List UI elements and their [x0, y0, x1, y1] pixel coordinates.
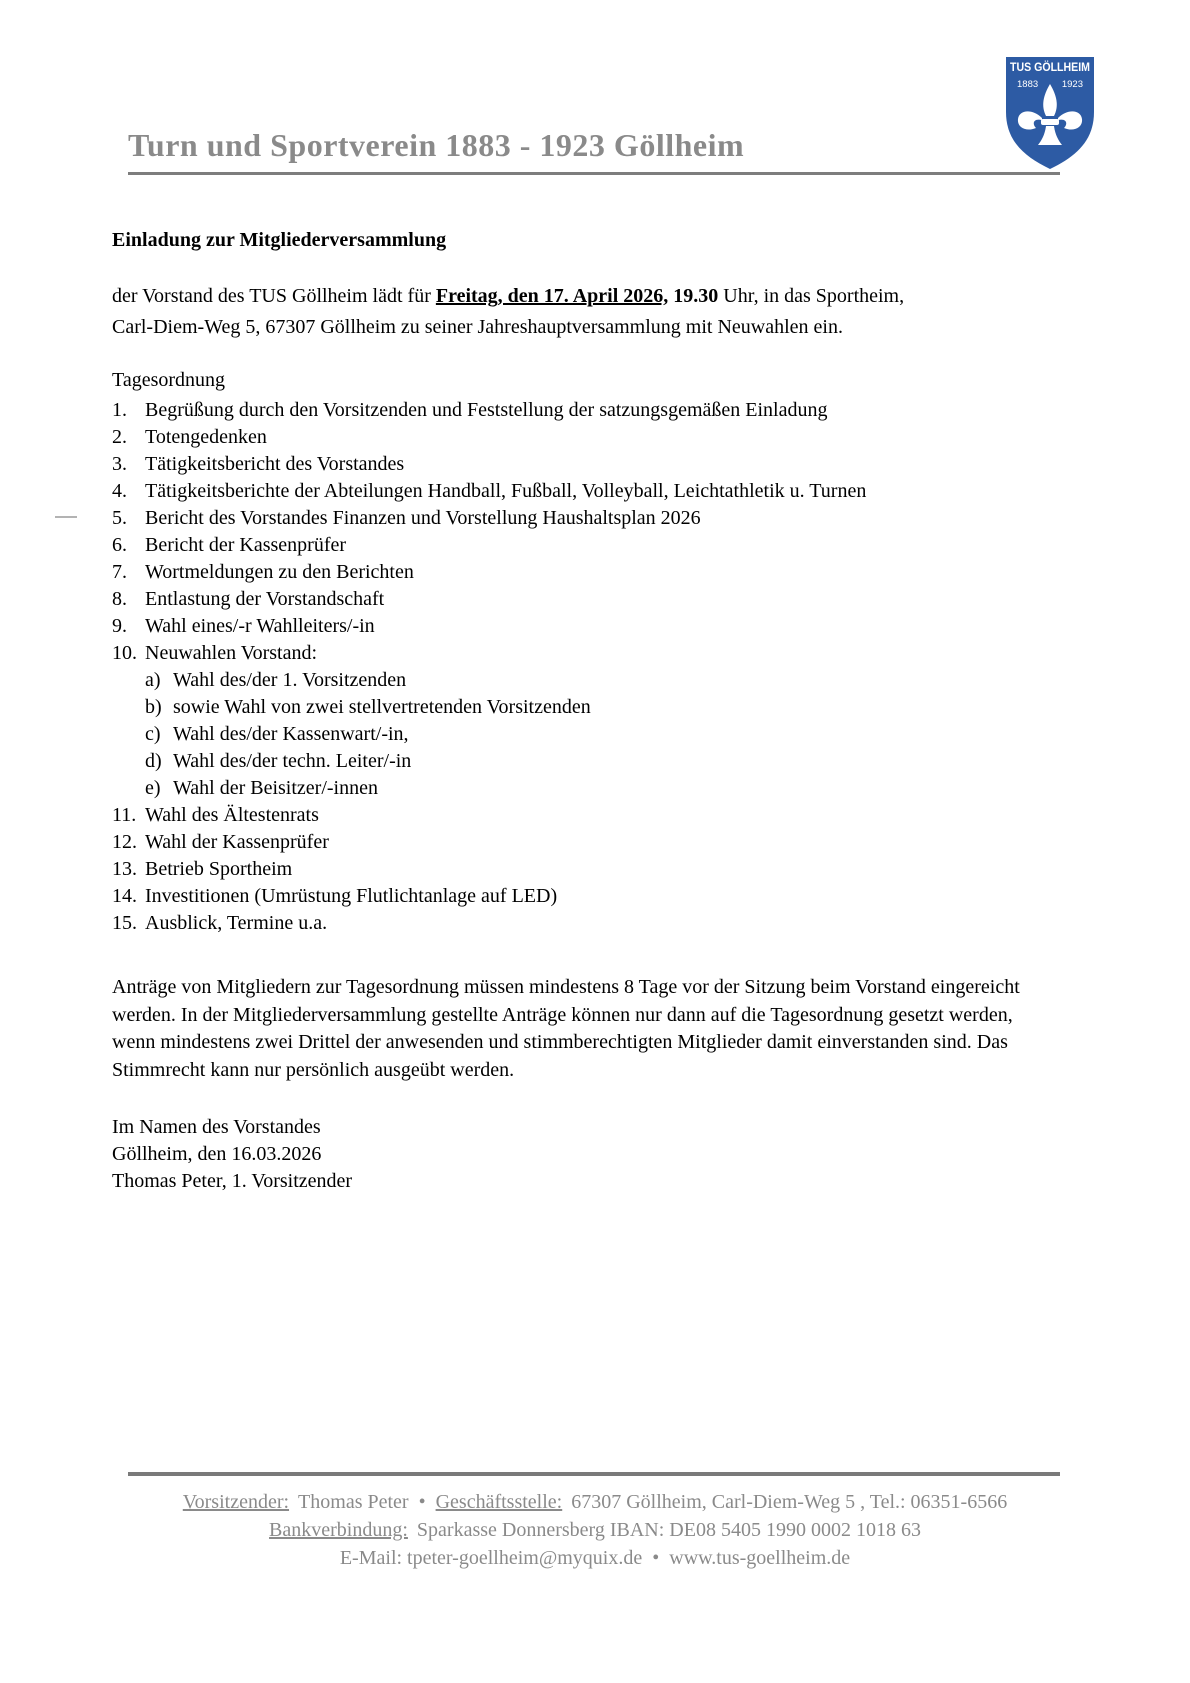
motions-notice-paragraph: Anträge von Mitgliedern zur Tagesordnung müssen mindestens 8 Tage vor der Sitzung beim Vorstand eingereicht werden. In der Mitgliederversammlung gestellte Anträge können nur dann auf die Tagesordnung gesetzt werden, wenn mindestens zwei Drittel der anwesenden und stimmberechtigten Mitglieder damit einverstanden sind. Das Stimmrecht kann nur persönlich ausgeübt werden.: [112, 976, 1020, 1081]
agenda-heading: Tagesordnung: [112, 369, 226, 391]
meeting-date: Freitag, den 17. April 2026,: [435, 285, 669, 307]
agenda-item: 12. Wahl der Kassenprüfer: [112, 831, 329, 853]
signature-block: [112, 1114, 352, 1195]
agenda-item: 11. Wahl des Ältestenrats: [112, 804, 319, 826]
footer-website: www.tus-goellheim.de: [669, 1547, 851, 1569]
footer-office-label: Geschäftsstelle:: [435, 1491, 563, 1513]
agenda-sub-item: e) Wahl der Beisitzer/-innen: [145, 777, 378, 799]
agenda-list: [112, 397, 1047, 937]
meeting-time: 19.30: [668, 285, 719, 307]
intro-paragraph: [112, 281, 1047, 343]
agenda-item: 10. Neuwahlen Vorstand:: [112, 642, 318, 664]
subject-line: Einladung zur Mitgliederversammlung: [112, 229, 447, 251]
club-logo: [1005, 56, 1095, 170]
signature-name: Thomas Peter, 1. Vorsitzender: [112, 1170, 353, 1192]
bullet-separator: •: [418, 1491, 426, 1513]
header-rule: [128, 172, 1060, 175]
logo-year-right: 1923: [1061, 79, 1083, 90]
agenda-item: 8. Entlastung der Vorstandschaft: [112, 588, 385, 610]
logo-year-left: 1883: [1017, 79, 1039, 90]
agenda-item: 5. Bericht des Vorstandes Finanzen und Vorstellung Haushaltsplan 2026: [112, 507, 701, 529]
agenda-sub-item: a) Wahl des/der 1. Vorsitzenden: [145, 669, 407, 691]
logo-club-name: TUS GÖLLHEIM: [1010, 62, 1095, 74]
intro-before-date: der Vorstand des TUS Göllheim lädt für: [112, 285, 436, 307]
agenda-item: 1. Begrüßung durch den Vorsitzenden und Feststellung der satzungsgemäßen Einladung: [112, 399, 828, 421]
agenda-sub-item: c) Wahl des/der Kassenwart/-in,: [145, 723, 409, 745]
agenda-item: 7. Wortmeldungen zu den Berichten: [112, 561, 414, 583]
agenda-item: 2. Totengedenken: [112, 426, 267, 448]
footer-bank-label: Bankverbindung:: [269, 1519, 408, 1541]
footer-chairman-name: Thomas Peter: [298, 1491, 409, 1513]
agenda-item: 13. Betrieb Sportheim: [112, 858, 293, 880]
agenda-item: 9. Wahl eines/-r Wahlleiters/-in: [112, 615, 375, 637]
footer-email: E-Mail: tpeter-goellheim@myquix.de: [339, 1547, 643, 1569]
club-title: Turn und Sportverein 1883 - 1923 Göllheim: [128, 127, 745, 163]
agenda-item: 6. Bericht der Kassenprüfer: [112, 534, 347, 556]
signature-on-behalf: Im Namen des Vorstandes: [112, 1116, 321, 1138]
footer-bank-details: Sparkasse Donnersberg IBAN: DE08 5405 1990 0002 1018 63: [416, 1519, 921, 1541]
agenda-sub-item: b) sowie Wahl von zwei stellvertretenden Vorsitzenden: [145, 696, 591, 718]
bullet-separator: •: [652, 1547, 660, 1569]
signature-place-date: Göllheim, den 16.03.2026: [112, 1143, 322, 1165]
footer-line-bank: [0, 1516, 1190, 1544]
footer-line-online: [0, 1544, 1190, 1572]
footer-office-address: 67307 Göllheim, Carl-Diem-Weg 5 , Tel.: 06351-6566: [571, 1491, 1008, 1513]
footer-rule: [128, 1472, 1060, 1476]
footer-line-contact: [0, 1488, 1190, 1516]
agenda-sub-item: d) Wahl des/der techn. Leiter/-in: [145, 750, 412, 772]
intro-line2: Carl-Diem-Weg 5, 67307 Göllheim zu seiner Jahreshauptversammlung mit Neuwahlen ein.: [112, 316, 843, 338]
intro-after-time: Uhr, in das Sportheim,: [718, 285, 905, 307]
agenda-item: 4. Tätigkeitsberichte der Abteilungen Handball, Fußball, Volleyball, Leichtathletik u. Turnen: [112, 480, 867, 502]
footer-chairman-label: Vorsitzender:: [182, 1491, 290, 1513]
footer-block: [0, 1488, 1190, 1572]
agenda-item: 14. Investitionen (Umrüstung Flutlichtanlage auf LED): [112, 885, 558, 907]
agenda-item: 3. Tätigkeitsbericht des Vorstandes: [112, 453, 405, 475]
agenda-item: 15. Ausblick, Termine u.a.: [112, 912, 328, 934]
club-crest-icon: [1005, 56, 1095, 170]
fold-mark: [55, 516, 77, 518]
